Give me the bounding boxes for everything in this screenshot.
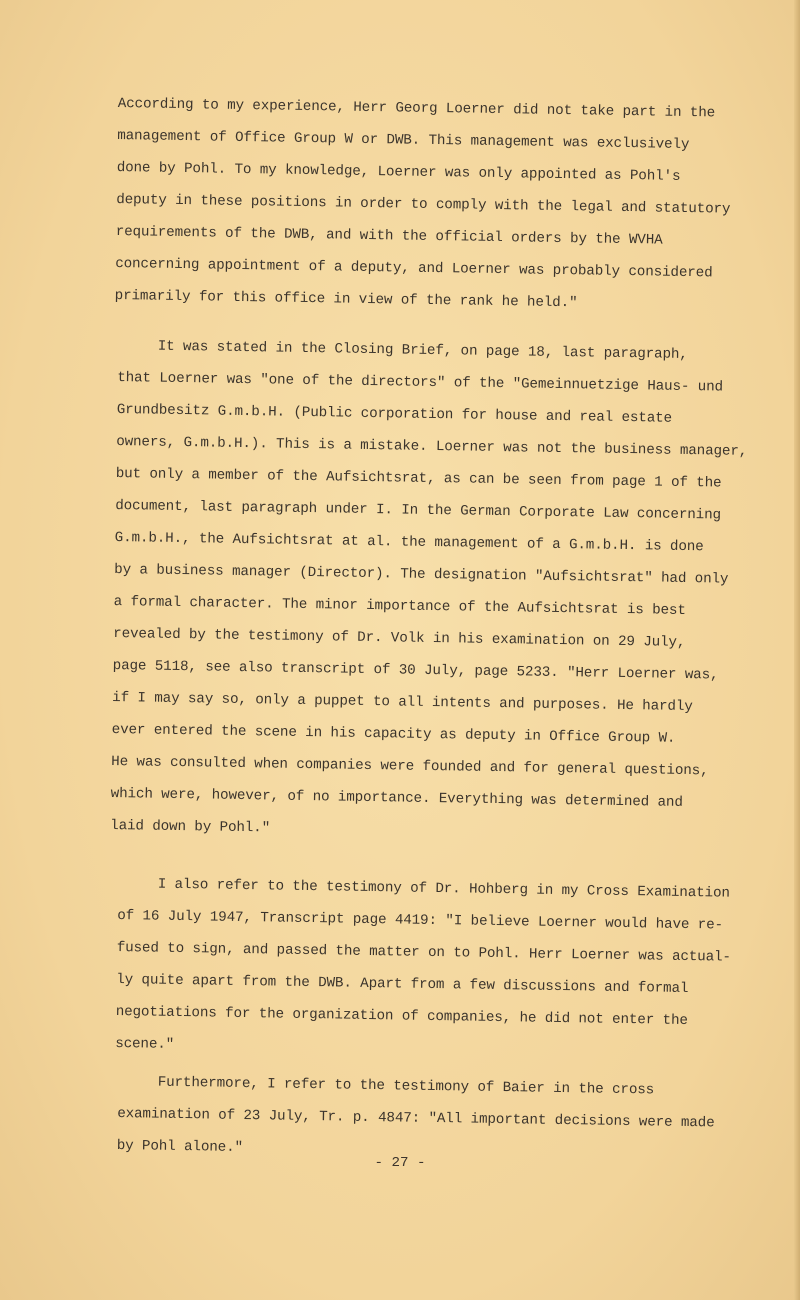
text-line: Grundbesitz G.m.b.H. (Public corporation for house and real estate <box>116 401 673 427</box>
text-line: owners, G.m.b.H.). This is a mistake. Loerner was not the business manager, <box>116 433 748 460</box>
text-line: of 16 July 1947, Transcript page 4419: "I believe Loerner would have re- <box>117 907 724 934</box>
page-number: - 27 - <box>374 1155 426 1171</box>
text-line: He was consulted when companies were founded and for general questions, <box>111 753 709 780</box>
text-line: It was stated in the Closing Brief, on page 18, last paragraph, <box>157 338 688 363</box>
text-line: by a business manager (Director). The designation "Aufsichtsrat" had only <box>114 561 729 588</box>
text-line: document, last paragraph under I. In the German Corporate Law concerning <box>115 497 722 524</box>
text-line: examination of 23 July, Tr. p. 4847: "All important decisions were made <box>117 1105 715 1132</box>
text-line: primarily for this office in view of the rank he held." <box>114 287 578 312</box>
paragraph-1 <box>114 88 757 322</box>
text-line: I also refer to the testimony of Dr. Hohberg in my Cross Examination <box>157 876 730 902</box>
text-line: revealed by the testimony of Dr. Volk in his examination on 29 July, <box>113 625 686 651</box>
text-line: ly quite apart from the DWB. Apart from a few discussions and formal <box>116 971 689 997</box>
paper-edge <box>794 0 800 1300</box>
text-line: page 5118, see also transcript of 30 July, page 5233. "Herr Loerner was, <box>112 657 719 684</box>
text-line: negotiations for the organization of companies, he did not enter the <box>115 1003 688 1029</box>
paragraph-3 <box>115 868 758 1070</box>
text-line: if I may say so, only a puppet to all intents and purposes. He hardly <box>112 689 693 716</box>
text-line: concerning appointment of a deputy, and Loerner was probably considered <box>115 255 713 282</box>
text-line: a formal character. The minor importance of the Aufsichtsrat is best <box>113 593 686 619</box>
text-line: ever entered the scene in his capacity as deputy in Office Group W. <box>111 721 676 747</box>
text-line: laid down by Pohl." <box>110 817 271 837</box>
text-line: fused to sign, and passed the matter on to Pohl. Herr Loerner was actual- <box>116 939 732 966</box>
text-line: that Loerner was "one of the directors" of the "Gemeinnuetzige Haus- und <box>117 369 724 396</box>
text-line: scene." <box>115 1035 175 1053</box>
text-line: but only a member of the Aufsichtsrat, as can be seen from page 1 of the <box>115 465 722 492</box>
paragraph-2 <box>110 330 758 852</box>
text-line: management of Office Group W or DWB. This management was exclusively <box>117 127 690 153</box>
text-line: deputy in these positions in order to comply with the legal and statutory <box>116 191 731 218</box>
text-line: According to my experience, Herr Georg Loerner did not take part in the <box>117 95 716 122</box>
text-line: done by Pohl. To my knowledge, Loerner was only appointed as Pohl's <box>116 159 681 185</box>
text-line: which were, however, of no importance. Everything was determined and <box>110 785 683 811</box>
text-line: Furthermore, I refer to the testimony of Baier in the cross <box>157 1074 655 1099</box>
text-line: by Pohl alone." <box>116 1137 244 1156</box>
text-line: requirements of the DWB, and with the official orders by the WVHA <box>115 223 663 249</box>
text-line: G.m.b.H., the Aufsichtsrat at al. the management of a G.m.b.H. is done <box>114 529 704 556</box>
